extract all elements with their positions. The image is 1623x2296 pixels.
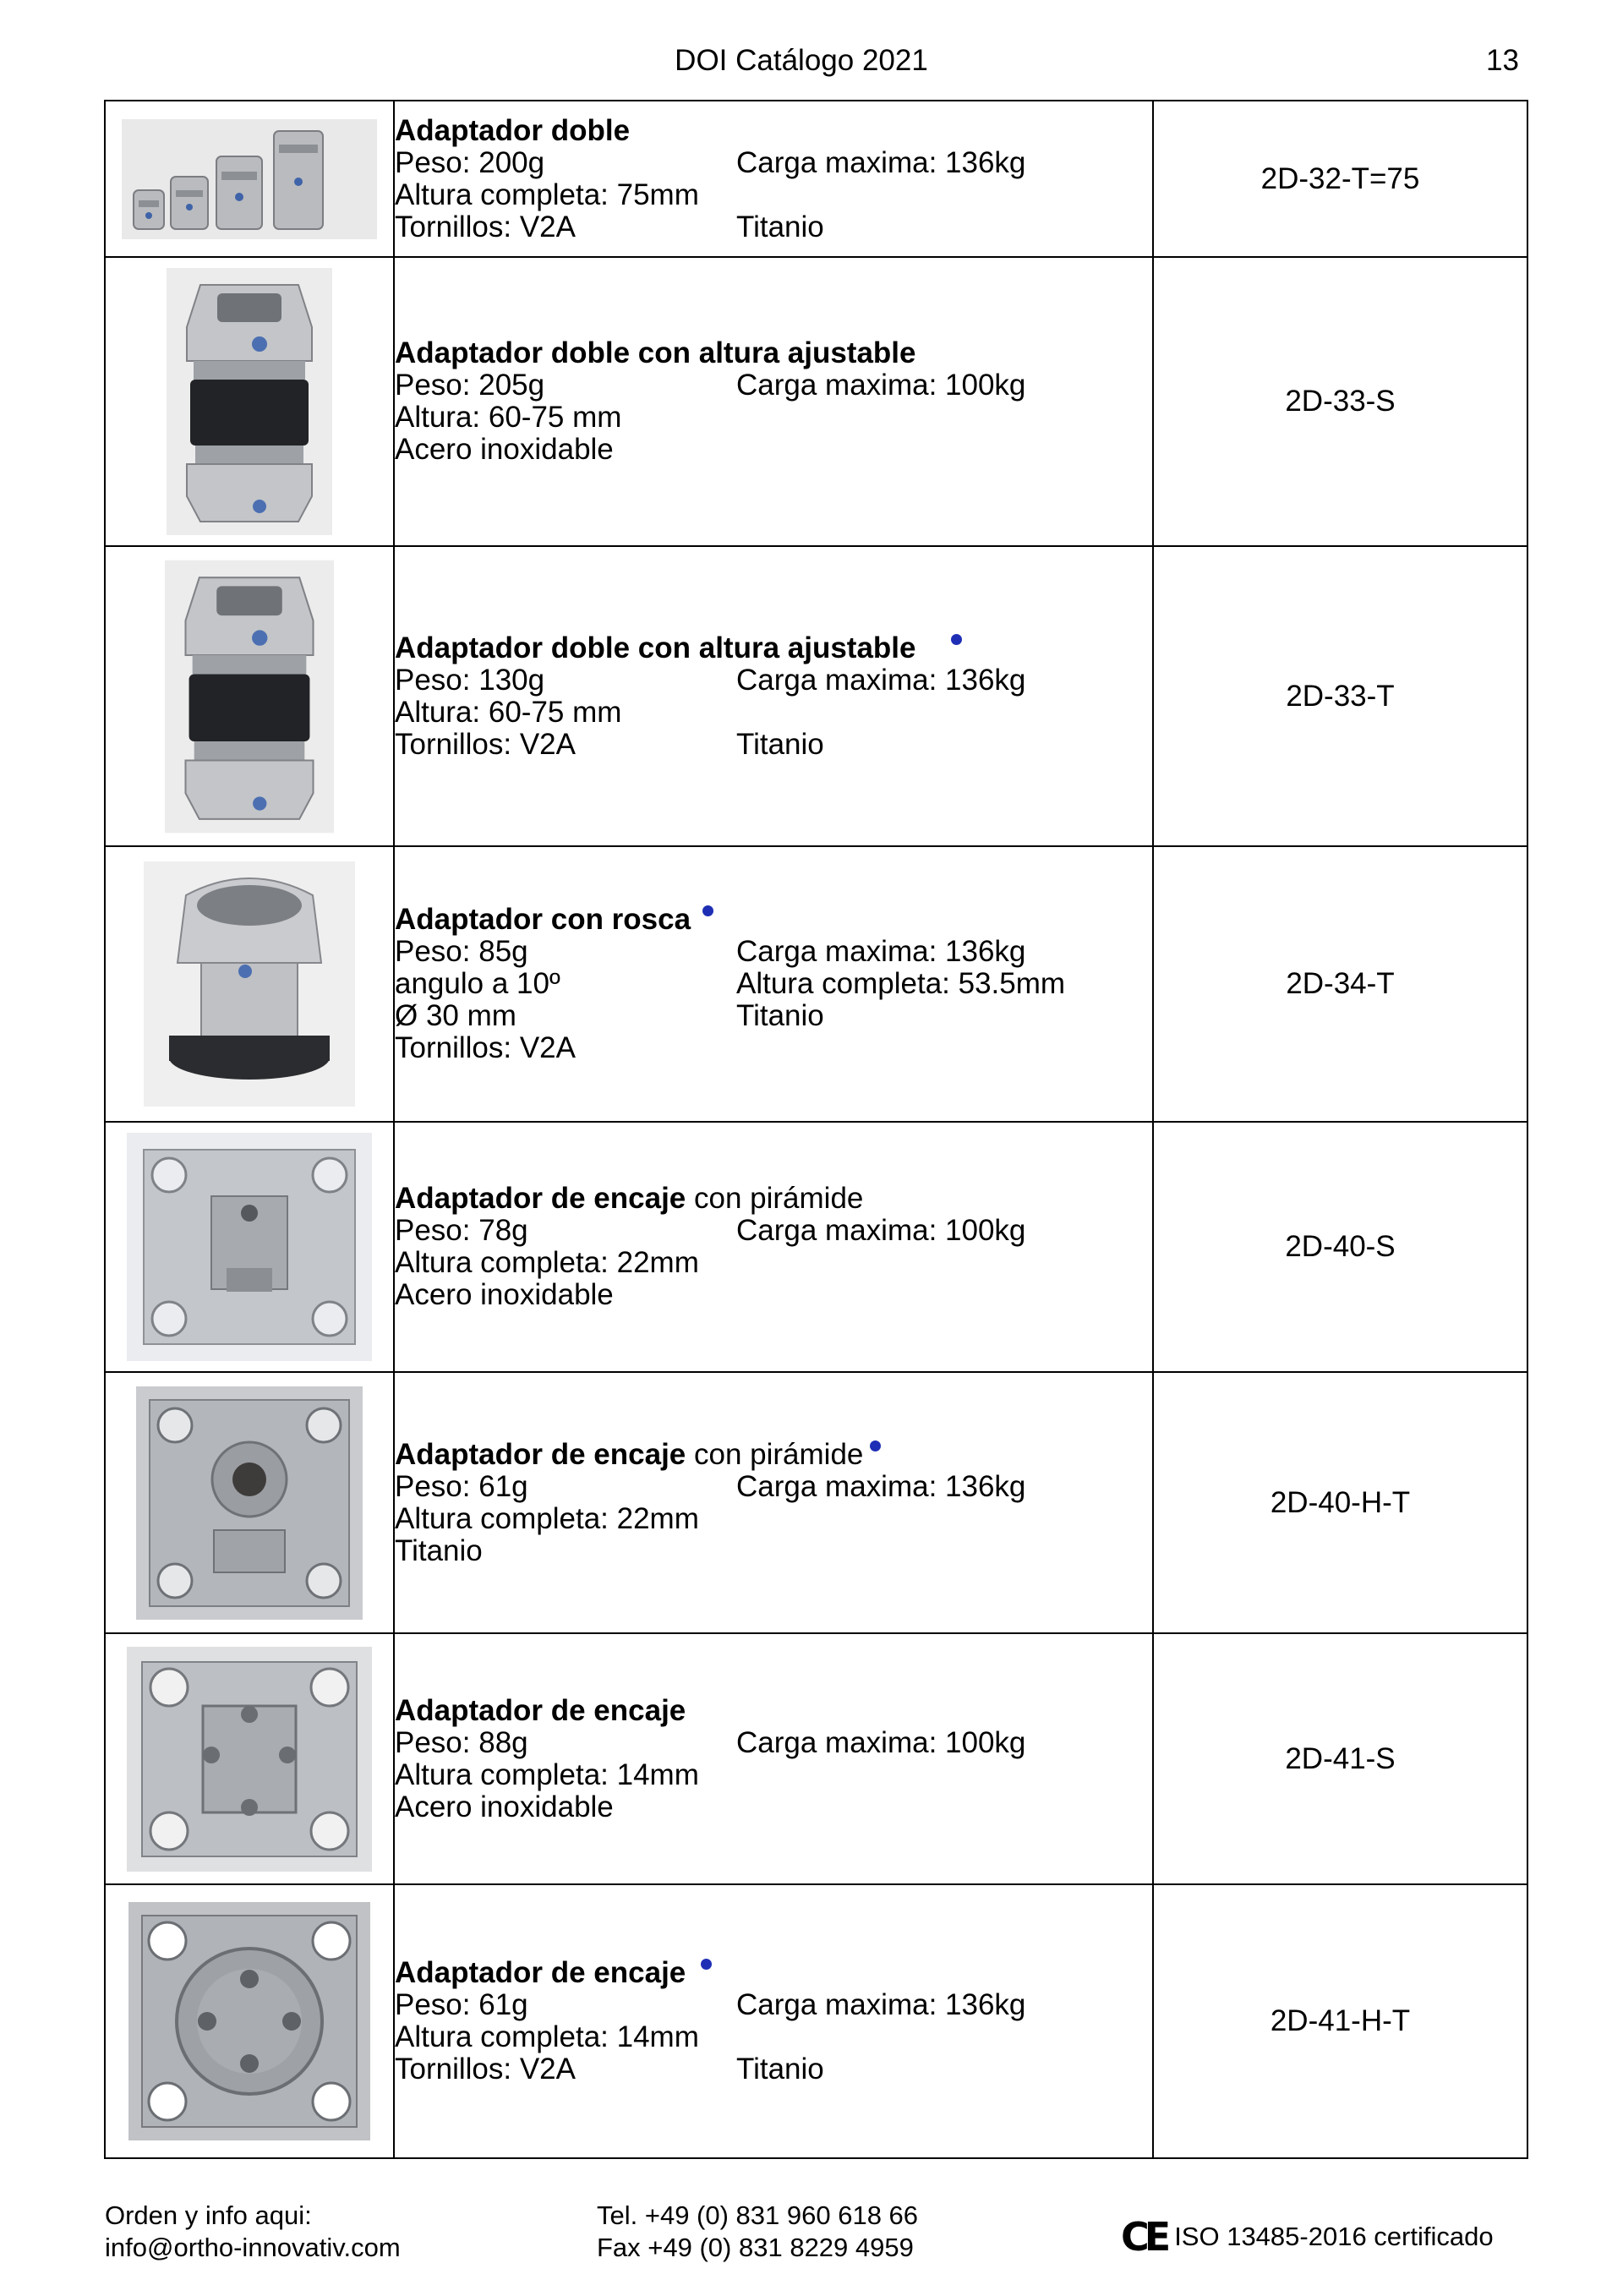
fax: Fax +49 (0) 831 8229 4959 [597,2233,914,2262]
table-row [105,846,1527,1122]
product-description [394,1633,1153,1884]
socket-adapter-pyramid-photo [127,1133,372,1361]
adjustable-double-adapter-photo [167,268,332,535]
table-row [105,546,1527,846]
product-code: 2D-33-S [1153,257,1527,546]
product-code: 2D-34-T [1153,846,1527,1122]
spec-line: Altura completa: 14mm [395,2020,699,2053]
socket-adapter-photo [127,1647,372,1872]
product-code: 2D-32-T=75 [1153,101,1527,257]
product-table [104,100,1528,2159]
spec-line: Acero inoxidable [395,1790,614,1823]
product-name: Adaptador de encaje [395,1693,686,1727]
double-adapter-set-photo [122,119,377,239]
product-description [394,257,1153,546]
threaded-adapter-photo [144,861,355,1107]
table-row [105,1884,1527,2158]
new-product-dot-icon [701,1959,712,1970]
product-description [394,846,1153,1122]
spec-line: Acero inoxidable [395,1278,614,1311]
page-number: 13 [1486,44,1519,77]
footer-phone [597,2200,918,2264]
spec-line: Peso: 130g Carga maxima: 136kg [395,663,1026,697]
product-code: 2D-41-S [1153,1633,1527,1884]
product-image-cell [105,1633,394,1884]
email-link[interactable]: info@ortho-innovativ.com [105,2233,401,2262]
product-name: Adaptador de encaje con pirámide [395,1182,864,1215]
footer-certification [1121,2214,1494,2260]
product-name: Adaptador de encaje con pirámide [395,1439,1152,1471]
product-image-cell [105,1884,394,2158]
spec-line: Tornillos: V2A Titanio [395,2053,824,2086]
spec-line: Altura completa: 14mm [395,1758,699,1791]
product-name: Adaptador doble con altura ajustable [395,336,916,369]
socket-adapter-titanium-photo [128,1902,370,2140]
product-name: Adaptador con rosca [395,904,1152,936]
socket-adapter-pyramid-titanium-photo [136,1386,363,1620]
product-description [394,546,1153,846]
product-description [394,1884,1153,2158]
spec-line: Peso: 88g Carga maxima: 100kg [395,1725,1026,1759]
spec-line: Altura completa: 75mm [395,178,699,211]
ce-mark-icon: CE [1121,2214,1167,2260]
spec-line: Altura completa: 22mm [395,1246,699,1279]
product-code: 2D-33-T [1153,546,1527,846]
page-title: DOI Catálogo 2021 [675,44,928,77]
spec-line: Altura completa: 22mm [395,1501,699,1535]
spec-line: Tornillos: V2A [395,1031,576,1064]
product-description [394,1372,1153,1633]
product-image-cell [105,546,394,846]
table-row [105,1122,1527,1372]
spec-line: Ø 30 mm Titanio [395,999,824,1032]
spec-line: Peso: 205g Carga maxima: 100kg [395,369,1026,402]
product-image-cell [105,101,394,257]
product-image-cell [105,846,394,1122]
product-image-cell [105,1372,394,1633]
table-row [105,1372,1527,1633]
spec-line: Peso: 78g Carga maxima: 100kg [395,1214,1026,1247]
adjustable-double-adapter-photo [165,560,334,834]
product-name: Adaptador de encaje [395,1957,1152,1989]
spec-line: Altura: 60-75 mm [395,401,622,434]
iso-certification: ISO 13485-2016 certificado [1174,2222,1494,2251]
order-info-label: Orden y info aqui: [105,2200,312,2230]
spec-line: Peso: 61g Carga maxima: 136kg [395,1988,1026,2021]
product-description [394,1122,1153,1372]
product-name: Adaptador doble [395,113,631,147]
table-row [105,101,1527,257]
product-description [394,101,1153,257]
table-row [105,1633,1527,1884]
product-code: 2D-41-H-T [1153,1884,1527,2158]
spec-line: Altura: 60-75 mm [395,695,622,729]
footer-contact [105,2200,401,2264]
product-image-cell [105,1122,394,1372]
spec-line: Titanio [395,1533,483,1567]
product-name: Adaptador doble con altura ajustable [395,632,1152,664]
product-image-cell [105,257,394,546]
telephone: Tel. +49 (0) 831 960 618 66 [597,2200,919,2230]
new-product-dot-icon [870,1440,881,1451]
table-row [105,257,1527,546]
product-code: 2D-40-S [1153,1122,1527,1372]
spec-line: Peso: 85g Carga maxima: 136kg [395,935,1026,968]
spec-line: Peso: 61g Carga maxima: 136kg [395,1469,1026,1503]
spec-line: Acero inoxidable [395,433,614,466]
product-code: 2D-40-H-T [1153,1372,1527,1633]
spec-line: Tornillos: V2A Titanio [395,210,824,243]
new-product-dot-icon [702,905,713,916]
spec-line: Tornillos: V2A Titanio [395,727,824,761]
new-product-dot-icon [951,634,962,645]
spec-line: Peso: 200g Carga maxima: 136kg [395,145,1026,179]
spec-line: angulo a 10º Altura completa: 53.5mm [395,967,1066,1000]
